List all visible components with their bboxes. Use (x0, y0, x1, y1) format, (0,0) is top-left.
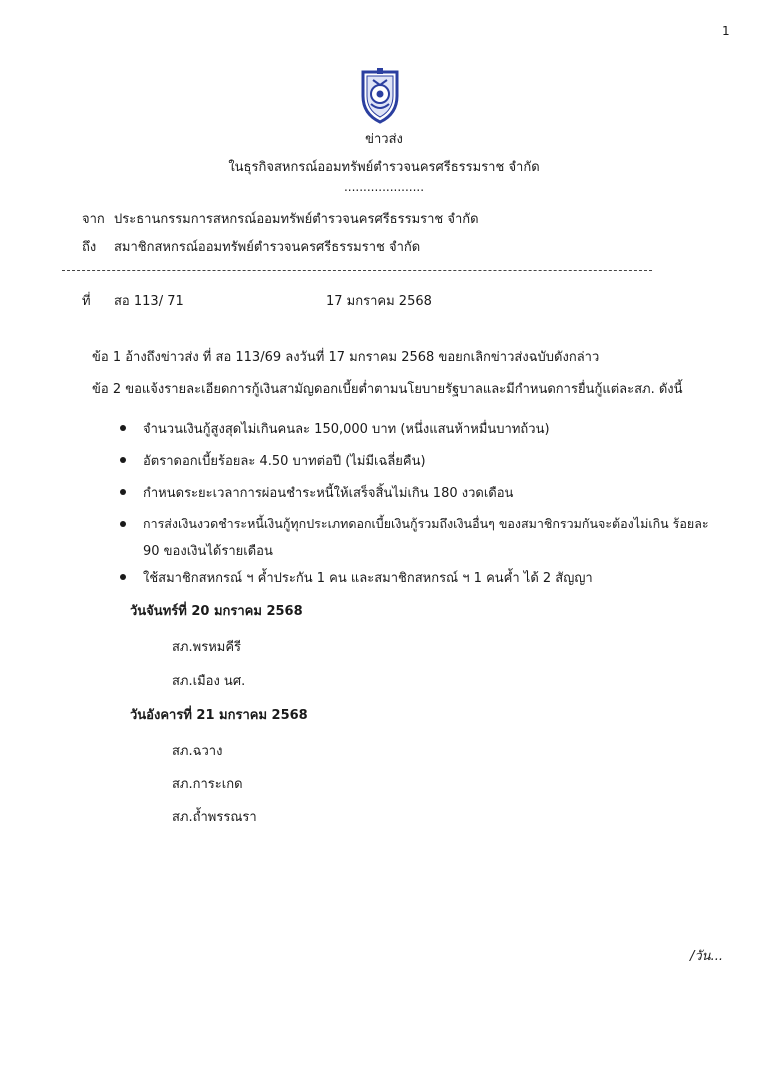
bullet-dot (120, 489, 126, 495)
bullet-item: อัตราดอกเบี้ยร้อยละ 4.50 บาทต่อปี (ไม่มีเฉลี่ยคืน) (143, 454, 426, 469)
to-label: ถึง (82, 240, 97, 255)
reference-label: ที่ (82, 294, 91, 309)
bullet-dot (120, 425, 126, 431)
cooperative-seal-logo (359, 66, 401, 124)
bullet-item: การส่งเงินงวดชำระหนี้เงินกู้ทุกประเภทดอกเบี้ยเงินกู้รวมถึงเงินอื่นๆ ของสมาชิกรวมกันจะต้องไม่เกิน ร้อยละ (143, 516, 709, 531)
schedule-station: สภ.พรหมคีรี (172, 640, 242, 655)
header-divider (62, 270, 652, 271)
schedule-day: วันจันทร์ที่ 20 มกราคม 2568 (130, 604, 303, 619)
document-subtitle: ในธุรกิจสหกรณ์ออมทรัพย์ตำรวจนครศรีธรรมราช จำกัด (228, 160, 540, 175)
item-2: ข้อ 2 ขอแจ้งรายละเอียดการกู้เงินสามัญดอกเบี้ยต่ำตามนโยบายรัฐบาลและมีกำหนดการยื่นกู้แต่ละสภ. ดังนี้ (92, 382, 683, 397)
bullet-item: ใช้สมาชิกสหกรณ์ ฯ ค้ำประกัน 1 คน และสมาชิกสหกรณ์ ฯ 1 คนค้ำ ได้ 2 สัญญา (143, 571, 593, 586)
document-type: ข่าวส่ง (365, 132, 403, 147)
page-number: 1 (722, 24, 730, 38)
bullet-item: กำหนดระยะเวลาการผ่อนชำระหนี้ให้เสร็จสิ้นไม่เกิน 180 งวดเดือน (143, 486, 514, 501)
item-1: ข้อ 1 อ้างถึงข่าวส่ง ที่ สอ 113/69 ลงวันที่ 17 มกราคม 2568 ขอยกเลิกข่าวส่งฉบับดังกล่าว (92, 350, 600, 365)
from-label: จาก (82, 212, 105, 227)
bullet-dot (120, 574, 126, 580)
schedule-day: วันอังคารที่ 21 มกราคม 2568 (130, 708, 308, 723)
schedule-station: สภ.การะเกด (172, 777, 243, 792)
from-value: ประธานกรรมการสหกรณ์ออมทรัพย์ตำรวจนครศรีธรรมราช จำกัด (114, 212, 479, 227)
to-value: สมาชิกสหกรณ์ออมทรัพย์ตำรวจนครศรีธรรมราช จำกัด (114, 240, 421, 255)
bullet-item: จำนวนเงินกู้สูงสุดไม่เกินคนละ 150,000 บาท (หนึ่งแสนห้าหมื่นบาทถ้วน) (143, 422, 550, 437)
continuation-marker: /วัน... (690, 949, 723, 964)
bullet-dot (120, 457, 126, 463)
reference-number: สอ 113/ 71 (114, 294, 184, 309)
document-date: 17 มกราคม 2568 (326, 294, 432, 309)
schedule-station: สภ.ถ้ำพรรณรา (172, 810, 257, 825)
bullet-dot (120, 521, 126, 527)
title-separator: ..................... (343, 180, 425, 194)
schedule-station: สภ.ฉวาง (172, 744, 223, 759)
schedule-station: สภ.เมือง นศ. (172, 674, 246, 689)
bullet-item-continuation: 90 ของเงินได้รายเดือน (143, 544, 273, 559)
